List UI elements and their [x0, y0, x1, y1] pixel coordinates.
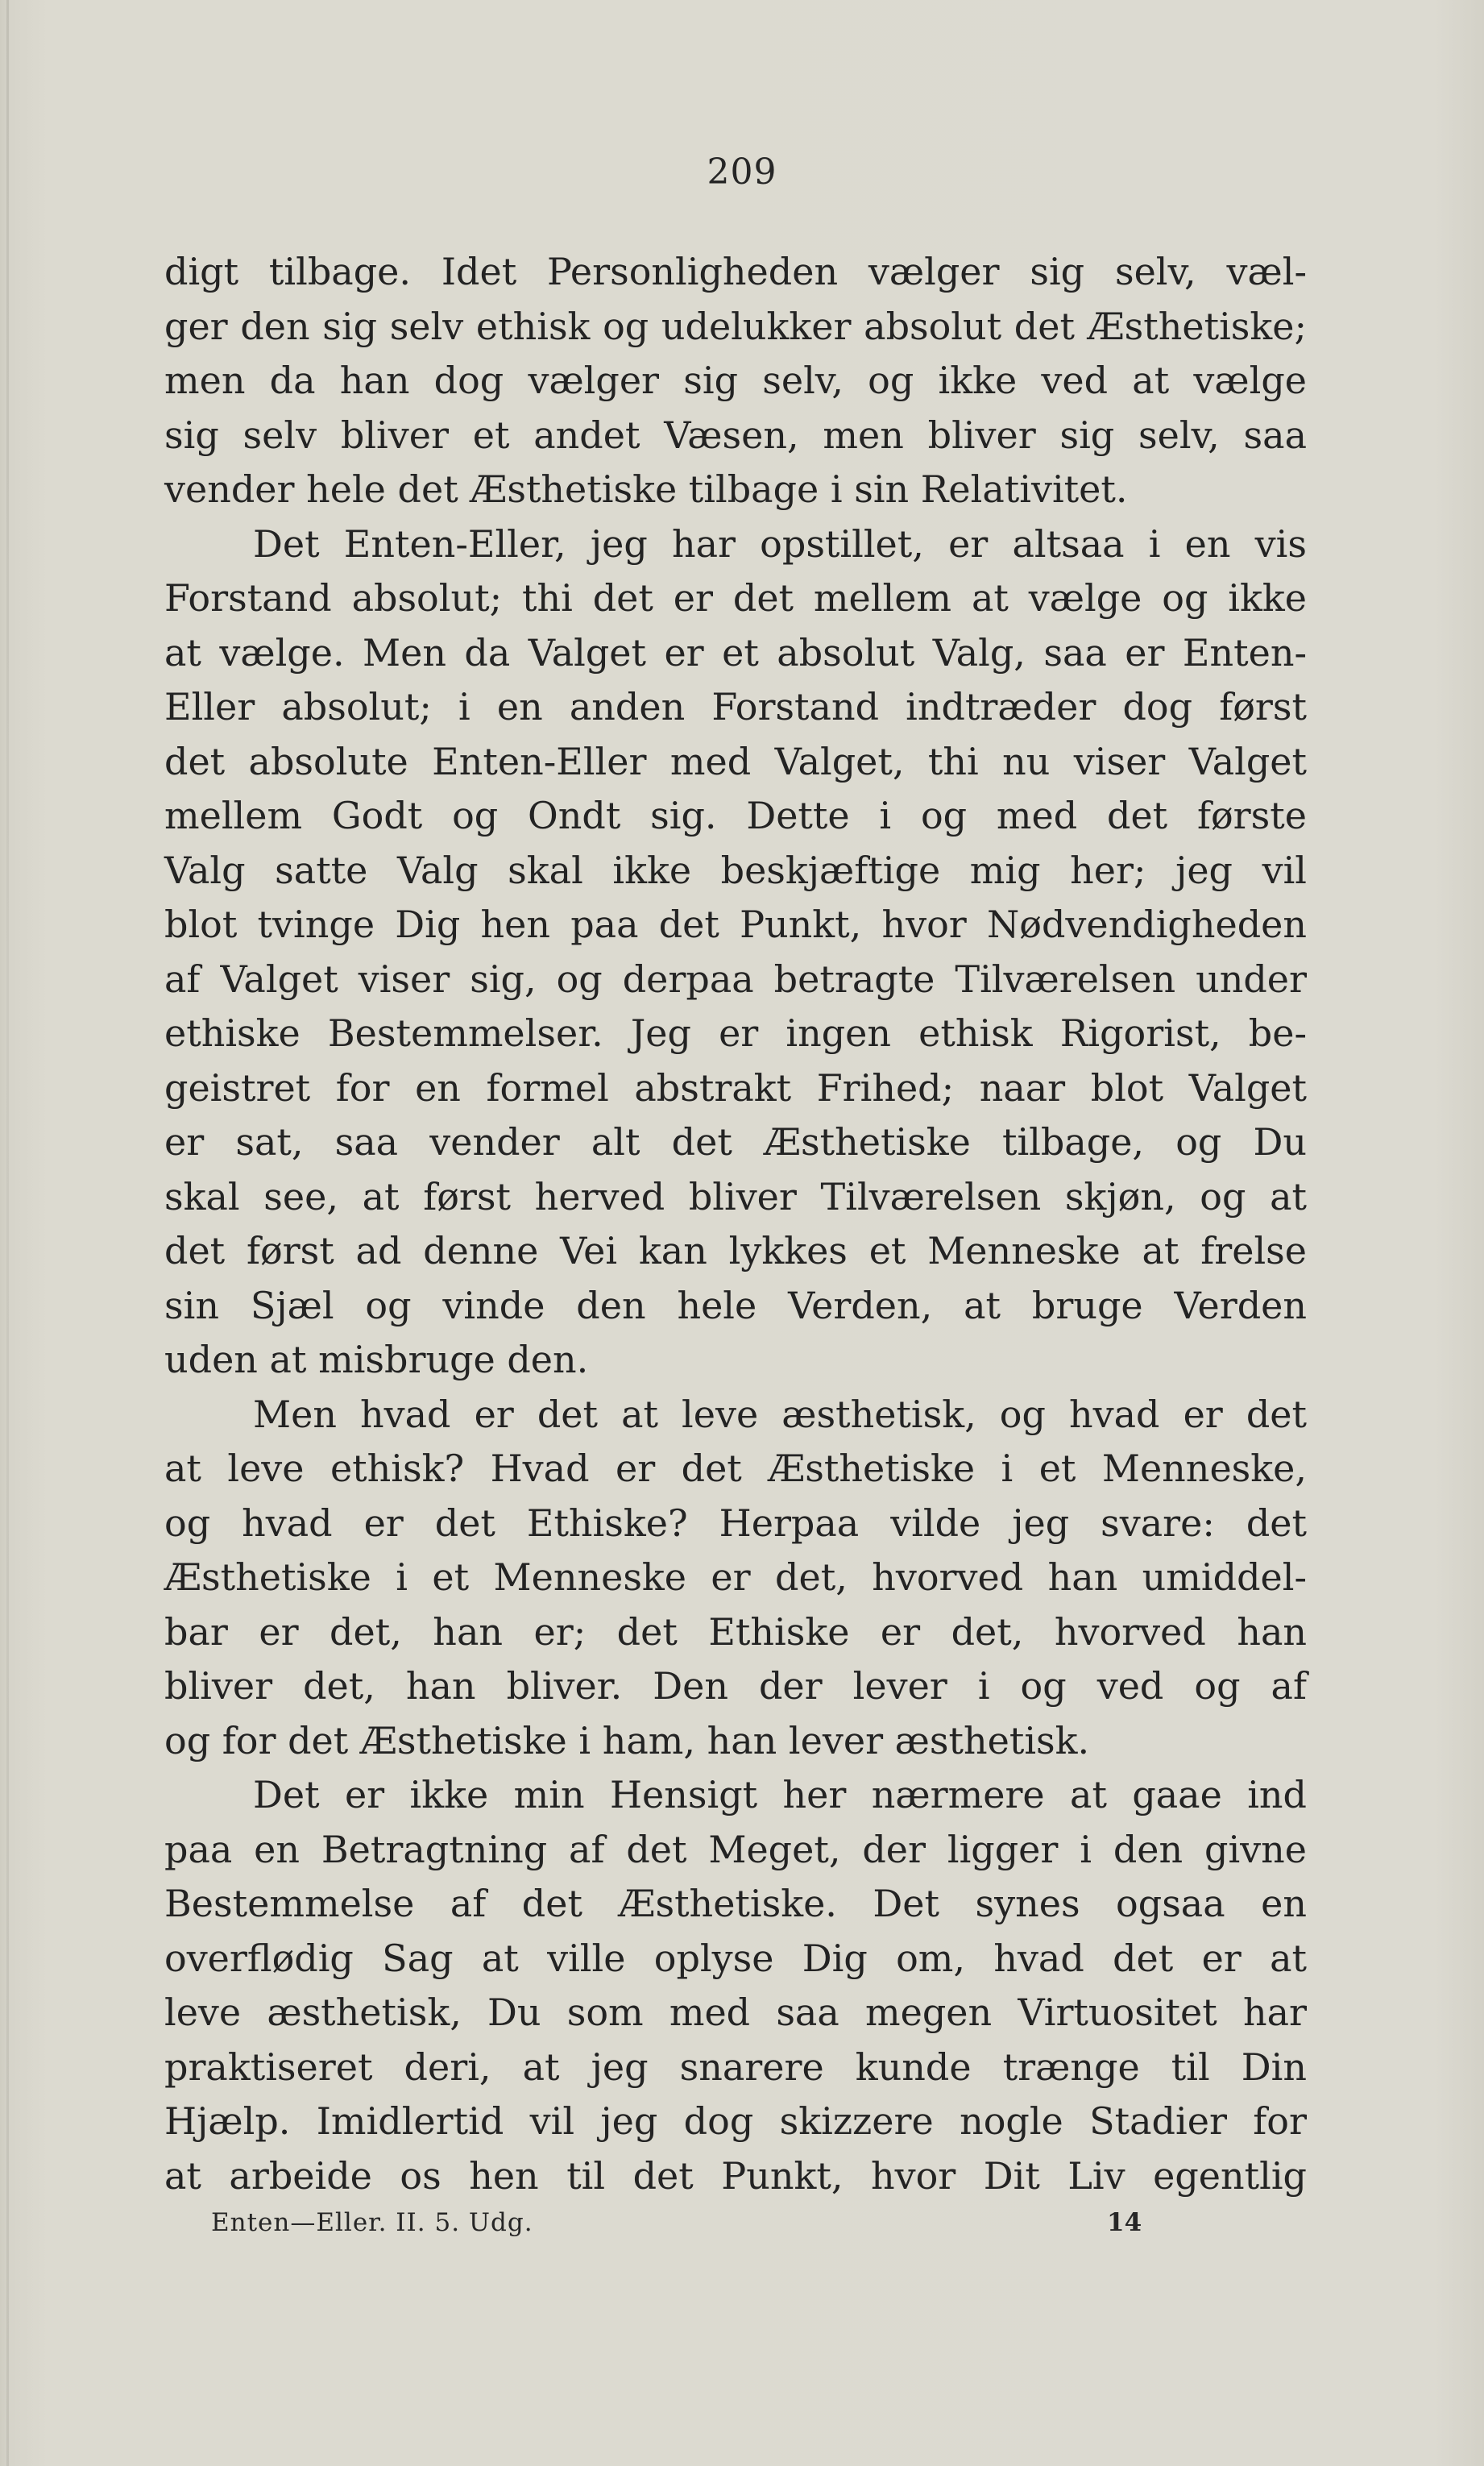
text-line: Eller absolut; i en anden Forstand indtræder dog først	[164, 685, 1307, 729]
text-line: skal see, at først herved bliver Tilværelsen skjøn, og at	[164, 1174, 1307, 1218]
body-text	[164, 245, 1307, 2203]
text-line: geistret for en formel abstrakt Frihed; naar blot Valget	[164, 1065, 1307, 1110]
text-line: Valg satte Valg skal ikke beskjæftige mig her; jeg vil	[164, 848, 1307, 892]
text-line: Det Enten-Eller, jeg har opstillet, er altsaa i en vis	[253, 521, 1307, 566]
text-line: leve æsthetisk, Du som med saa megen Virtuositet har	[164, 1991, 1307, 2034]
text-line: Bestemmelse af det Æsthetiske. Det synes ogsaa en	[164, 1882, 1307, 1925]
text-line: at leve ethisk? Hvad er det Æsthetiske i et Menneske,	[164, 1447, 1307, 1490]
text-line: paa en Betragtning af det Meget, der ligger i den givne	[164, 1827, 1307, 1871]
text-line: uden at misbruge den.	[164, 1338, 589, 1381]
text-line: Æsthetiske i et Menneske er det, hvorved han umiddel-	[164, 1555, 1307, 1599]
footer-sheet-number: 14	[1107, 2208, 1142, 2237]
text-line: er sat, saa vender alt det Æsthetiske tilbage, og Du	[164, 1120, 1307, 1164]
page-number: 209	[707, 152, 777, 193]
text-line: det først ad denne Vei kan lykkes et Menneske at frelse	[164, 1229, 1307, 1272]
text-line: Hjælp. Imidlertid vil jeg dog skizzere nogle Stadier for	[164, 2099, 1307, 2143]
text-line: ger den sig selv ethisk og udelukker absolut det Æsthetiske;	[164, 304, 1307, 348]
text-line: blot tvinge Dig hen paa det Punkt, hvor Nødvendigheden	[164, 903, 1307, 946]
page-edge-shadow	[6, 0, 9, 2466]
footer-signature: Enten—Eller. II. 5. Udg.	[211, 2208, 533, 2237]
text-line: det absolute Enten-Eller med Valget, thi nu viser Valget	[164, 739, 1307, 783]
text-line: at vælge. Men da Valget er et absolut Valg, saa er Enten-	[164, 630, 1307, 675]
text-line: Det er ikke min Hensigt her nærmere at gaae ind	[253, 1773, 1307, 1816]
text-line: sin Sjæl og vinde den hele Verden, at bruge Verden	[164, 1283, 1307, 1327]
text-line: sig selv bliver et andet Væsen, men bliver sig selv, saa	[164, 413, 1307, 457]
text-line: men da han dog vælger sig selv, og ikke ved at vælge	[164, 359, 1307, 402]
text-line: mellem Godt og Ondt sig. Dette i og med det første	[164, 794, 1307, 837]
text-line: bliver det, han bliver. Den der lever i og ved og af	[164, 1664, 1307, 1708]
text-line: af Valget viser sig, og derpaa betragte Tilværelsen under	[164, 957, 1307, 1001]
text-line: bar er det, han er; det Ethiske er det, hvorved han	[164, 1609, 1307, 1654]
text-line: vender hele det Æsthetiske tilbage i sin Relativitet.	[164, 467, 1128, 511]
text-line: digt tilbage. Idet Personligheden vælger sig selv, væl-	[164, 250, 1307, 293]
text-line: Men hvad er det at leve æsthetisk, og hvad er det	[253, 1392, 1307, 1436]
text-line: overflødig Sag at ville oplyse Dig om, hvad det er at	[164, 1936, 1307, 1980]
text-line: praktiseret deri, at jeg snarere kunde trænge til Din	[164, 2045, 1307, 2089]
text-line: og hvad er det Ethiske? Herpaa vilde jeg svare: det	[164, 1501, 1307, 1545]
text-line: og for det Æsthetiske i ham, han lever æsthetisk.	[164, 1718, 1090, 1762]
text-line: Forstand absolut; thi det er det mellem at vælge og ikke	[164, 576, 1307, 620]
text-line: at arbeide os hen til det Punkt, hvor Dit Liv egentlig	[164, 2153, 1307, 2198]
text-line: ethiske Bestemmelser. Jeg er ingen ethisk Rigorist, be-	[164, 1011, 1307, 1055]
